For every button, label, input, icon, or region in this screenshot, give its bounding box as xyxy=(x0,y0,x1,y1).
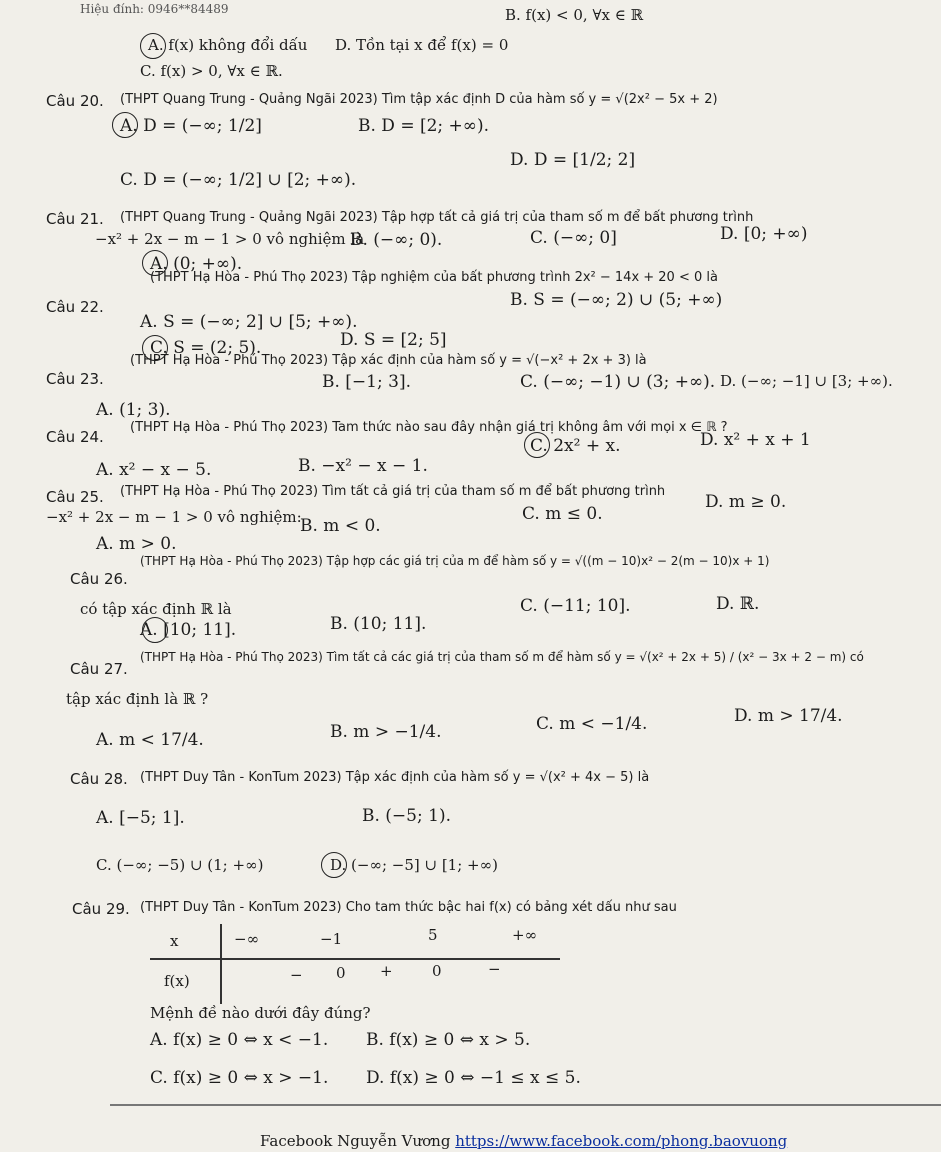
question-28-option-c: C. (−∞; −5) ∪ (1; +∞) xyxy=(96,856,264,874)
question-27-option-c: C. m < −1/4. xyxy=(536,714,648,734)
question-23-option-b: B. [−1; 3]. xyxy=(322,372,411,392)
question-29-option-c: C. f(x) ≥ 0 ⇔ x > −1. xyxy=(150,1068,329,1088)
q19-option-b: B. f(x) < 0, ∀x ∈ ℝ xyxy=(505,6,644,24)
question-24-num: Câu 24. xyxy=(46,428,104,446)
table-sign: − xyxy=(488,960,501,978)
question-20-option-a: A. D = (−∞; 1/2] xyxy=(120,116,262,136)
question-25-option-b: B. m < 0. xyxy=(300,516,381,536)
question-23-stem: (THPT Hạ Hòa - Phú Thọ 2023) Tập xác định của hàm số y = √(−x² + 2x + 3) là xyxy=(130,353,647,368)
question-22-option-b: B. S = (−∞; 2) ∪ (5; +∞) xyxy=(510,290,723,310)
question-20-num: Câu 20. xyxy=(46,92,104,110)
table-x-point: +∞ xyxy=(512,926,538,944)
question-21-option-a: A. (0; +∞). xyxy=(150,254,243,274)
question-26-stem: (THPT Hạ Hòa - Phú Thọ 2023) Tập hợp các giá trị của m để hàm số y = √((m − 10)x² − 2(m − 10)x + 1) xyxy=(140,554,770,568)
question-20-option-c: C. D = (−∞; 1/2] ∪ [2; +∞). xyxy=(120,170,357,190)
table-sign: 0 xyxy=(336,964,346,982)
question-27-option-d: D. m > 17/4. xyxy=(734,706,843,726)
question-26-option-a: A. [10; 11]. xyxy=(140,620,237,640)
question-24-option-a: A. x² − x − 5. xyxy=(96,460,212,480)
question-26-option-d: D. ℝ. xyxy=(716,594,760,614)
question-23-option-d: D. (−∞; −1] ∪ [3; +∞). xyxy=(720,372,893,390)
question-25-stem: (THPT Hạ Hòa - Phú Thọ 2023) Tìm tất cả giá trị của tham số m để bất phương trình xyxy=(120,484,666,499)
question-29-num: Câu 29. xyxy=(72,900,130,918)
question-20-stem: (THPT Quang Trung - Quảng Ngãi 2023) Tìm tập xác định D của hàm số y = √(2x² − 5x + 2) xyxy=(120,92,718,107)
footer-link[interactable]: https://www.facebook.com/phong.baovuong xyxy=(455,1132,788,1150)
table-x-point: 5 xyxy=(428,926,438,944)
question-23-num: Câu 23. xyxy=(46,370,104,388)
question-25-option-d: D. m ≥ 0. xyxy=(705,492,787,512)
question-28-stem: (THPT Duy Tân - KonTum 2023) Tập xác định của hàm số y = √(x² + 4x − 5) là xyxy=(140,770,650,785)
question-26-num: Câu 26. xyxy=(70,570,128,588)
question-22-option-d: D. S = [2; 5] xyxy=(340,330,447,350)
question-22-option-c: C. S = (2; 5). xyxy=(150,338,262,358)
question-27-stem: (THPT Hạ Hòa - Phú Thọ 2023) Tìm tất cả các giá trị của tham số m để hàm số y = √(x² + 2x + 5) / (x² − 3x + 2 − m) có xyxy=(140,650,864,664)
table-x-point: −1 xyxy=(320,930,343,948)
question-29-prompt: Mệnh đề nào dưới đây đúng? xyxy=(150,1004,371,1022)
question-20-option-d: D. D = [1/2; 2] xyxy=(510,150,636,170)
question-26-option-c: C. (−11; 10]. xyxy=(520,596,631,616)
table-sign: − xyxy=(290,966,303,984)
question-22-stem: (THPT Hạ Hòa - Phú Thọ 2023) Tập nghiệm của bất phương trình 2x² − 14x + 20 < 0 là xyxy=(150,270,718,285)
question-28-num: Câu 28. xyxy=(70,770,128,788)
question-29-option-d: D. f(x) ≥ 0 ⇔ −1 ≤ x ≤ 5. xyxy=(366,1068,581,1088)
question-27-num: Câu 27. xyxy=(70,660,128,678)
question-22-num: Câu 22. xyxy=(46,298,104,316)
question-21-option-c: C. (−∞; 0] xyxy=(530,228,617,248)
table-x-point: −∞ xyxy=(234,930,260,948)
question-22-option-a: A. S = (−∞; 2] ∪ [5; +∞). xyxy=(140,312,358,332)
table-row-label-x: x xyxy=(170,932,179,950)
question-28-option-a: A. [−5; 1]. xyxy=(96,808,185,828)
footer-author: Facebook Nguyễn Vương xyxy=(260,1132,451,1150)
question-21-option-b: B. (−∞; 0). xyxy=(350,230,443,250)
table-sign: 0 xyxy=(432,962,442,980)
question-29-option-b: B. f(x) ≥ 0 ⇔ x > 5. xyxy=(366,1030,531,1050)
question-21-num: Câu 21. xyxy=(46,210,104,228)
question-29-option-a: A. f(x) ≥ 0 ⇔ x < −1. xyxy=(150,1030,329,1050)
question-23-option-c: C. (−∞; −1) ∪ (3; +∞). xyxy=(520,372,716,392)
question-24-option-c: C. 2x² + x. xyxy=(530,436,621,456)
question-24-stem: (THPT Hạ Hòa - Phú Thọ 2023) Tam thức nào sau đây nhận giá trị không âm với mọi x ∈ ℝ ? xyxy=(130,420,728,435)
question-24-option-b: B. −x² − x − 1. xyxy=(298,456,428,476)
question-21-option-d: D. [0; +∞) xyxy=(720,224,808,244)
question-29-stem: (THPT Duy Tân - KonTum 2023) Cho tam thức bậc hai f(x) có bảng xét dấu như sau xyxy=(140,900,677,915)
q19-option-d: D. Tồn tại x để f(x) = 0 xyxy=(335,36,509,54)
table-sign: + xyxy=(380,962,393,980)
question-27-option-a: A. m < 17/4. xyxy=(96,730,204,750)
question-25-num: Câu 25. xyxy=(46,488,104,506)
question-21-stem: (THPT Quang Trung - Quảng Ngãi 2023) Tập hợp tất cả giá trị của tham số m để bất phương trình xyxy=(120,210,754,225)
question-24-option-d: D. x² + x + 1 xyxy=(700,430,811,450)
footer xyxy=(260,1132,787,1150)
question-20-option-b: B. D = [2; +∞). xyxy=(358,116,490,136)
question-25-option-a: A. m > 0. xyxy=(96,534,177,554)
question-28-option-d: D. (−∞; −5] ∪ [1; +∞) xyxy=(330,856,498,874)
question-23-option-a: A. (1; 3). xyxy=(96,400,171,420)
question-26-option-b: B. (10; 11]. xyxy=(330,614,427,634)
table-row-label-fx: f(x) xyxy=(164,972,190,990)
question-28-option-b: B. (−5; 1). xyxy=(362,806,451,826)
q19-option-c: C. f(x) > 0, ∀x ∈ ℝ. xyxy=(140,62,283,80)
question-27-option-b: B. m > −1/4. xyxy=(330,722,442,742)
question-21-stem-2: −x² + 2x − m − 1 > 0 vô nghiệm là xyxy=(95,230,365,248)
question-25-option-c: C. m ≤ 0. xyxy=(522,504,603,524)
question-27-stem-2: tập xác định là ℝ ? xyxy=(66,690,209,708)
header-note: Hiệu đính: 0946**84489 xyxy=(80,2,229,16)
sign-table xyxy=(150,924,560,1004)
footer-rule xyxy=(110,1104,941,1106)
question-26-stem-2: có tập xác định ℝ là xyxy=(80,600,232,618)
table-divider xyxy=(220,924,222,1004)
question-25-stem-2: −x² + 2x − m − 1 > 0 vô nghiệm: xyxy=(46,508,302,526)
q19-option-a: A. f(x) không đổi dấu xyxy=(148,36,308,54)
